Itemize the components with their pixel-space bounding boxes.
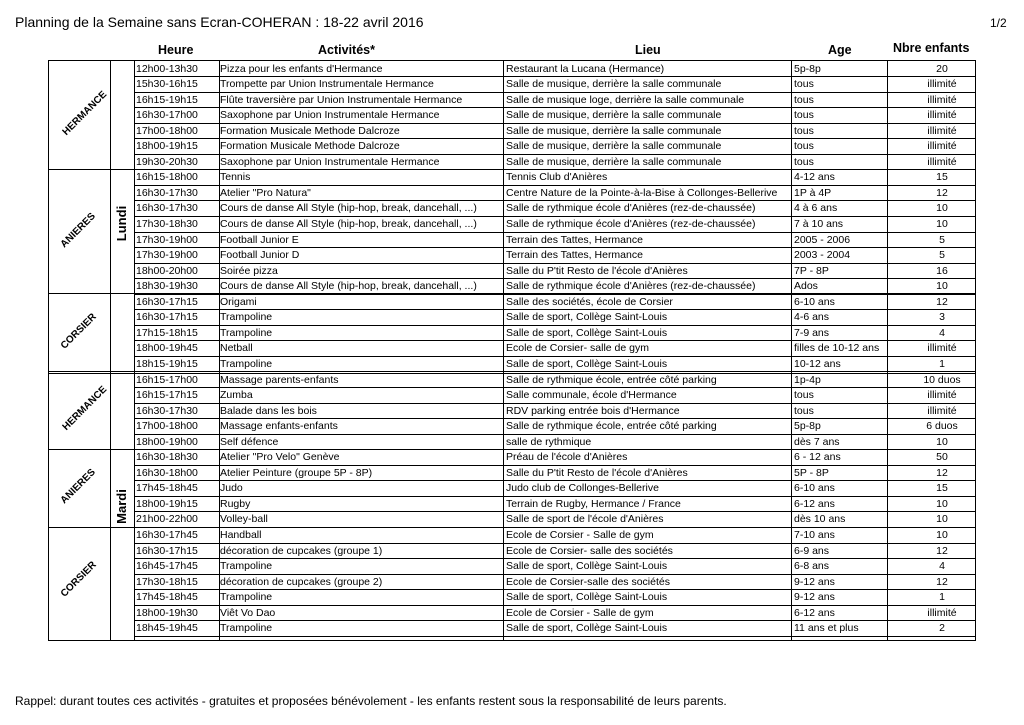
- activity-cell: Flûte traversière par Union Instrumentale Hermance: [220, 93, 463, 106]
- time-cell: 21h00-22h00: [136, 513, 198, 526]
- time-cell: 18h30-19h30: [136, 280, 198, 293]
- header-activites: Activités*: [318, 43, 375, 57]
- time-cell: 17h45-18h45: [136, 482, 198, 495]
- location-cell: Tennis Club d'Anières: [506, 171, 608, 184]
- activity-cell: Trampoline: [220, 326, 273, 339]
- count-cell: 12: [936, 575, 948, 588]
- table-row: [134, 124, 976, 140]
- location-cell: Salle de musique, derrière la salle communale: [506, 124, 722, 137]
- time-cell: 17h30-18h15: [136, 575, 198, 588]
- table-row: [134, 575, 976, 591]
- age-cell: 5p-8p: [794, 62, 821, 75]
- activity-cell: Massage enfants-enfants: [220, 420, 338, 433]
- location-cell: Salle de rythmique école d'Anières (rez-de-chaussée): [506, 202, 756, 215]
- time-cell: 17h30-18h30: [136, 218, 198, 230]
- time-cell: 16h15-17h00: [136, 373, 198, 386]
- table-row: [134, 559, 976, 575]
- activity-cell: Atelier "Pro Natura": [220, 186, 311, 199]
- table-row: [134, 139, 976, 155]
- age-cell: 4-6 ans: [794, 311, 830, 324]
- table-row: [134, 108, 976, 124]
- page-title: Planning de la Semaine sans Ecran-COHERAN : 18-22 avril 2016: [15, 14, 424, 30]
- activity-cell: Judo: [220, 482, 243, 495]
- location-cell: Salle communale, école d'Hermance: [506, 389, 677, 402]
- activity-cell: Trampoline: [220, 622, 273, 635]
- time-cell: 17h45-18h45: [136, 591, 198, 604]
- activity-cell: Trampoline: [220, 357, 273, 370]
- activity-cell: Balade dans les bois: [220, 404, 317, 417]
- activity-cell: Netball: [220, 342, 253, 355]
- count-cell: 15: [936, 482, 948, 495]
- activity-cell: Formation Musicale Methode Dalcroze: [220, 140, 400, 153]
- age-cell: tous: [794, 404, 814, 417]
- table-row: [134, 248, 976, 264]
- time-cell: 16h15-17h15: [136, 389, 198, 402]
- age-cell: 7 à 10 ans: [794, 218, 844, 230]
- activity-cell: Atelier "Pro Velo" Genève: [220, 451, 340, 464]
- time-cell: 17h15-18h15: [136, 326, 198, 339]
- time-cell: 16h30-17h45: [136, 529, 198, 541]
- activity-cell: Zumba: [220, 389, 253, 402]
- count-cell: 20: [936, 62, 948, 75]
- time-cell: 17h00-18h00: [136, 420, 198, 433]
- activity-cell: Cours de danse All Style (hip-hop, break, dancehall, ...): [220, 280, 477, 293]
- location-cell: Salle de rythmique école d'Anières (rez-de-chaussée): [506, 218, 756, 230]
- activity-cell: Self défence: [220, 435, 279, 448]
- table-row: [134, 295, 976, 311]
- time-cell: 16h30-17h15: [136, 295, 198, 308]
- count-cell: 16: [936, 264, 948, 277]
- location-cell: Salle du P'tit Resto de l'école d'Anières: [506, 466, 688, 479]
- time-cell: 12h00-13h30: [136, 62, 198, 75]
- activity-cell: Trampoline: [220, 311, 273, 324]
- age-cell: 6-10 ans: [794, 482, 835, 495]
- location-cell: Ecole de Corsier- salle des sociétés: [506, 544, 673, 557]
- header-heure: Heure: [158, 43, 194, 57]
- count-cell: 5: [939, 233, 945, 246]
- count-cell: 4: [939, 560, 945, 573]
- header-nbre-enfants: Nbre enfants: [893, 41, 970, 55]
- count-cell: 15: [936, 171, 948, 184]
- time-cell: 18h00-19h30: [136, 606, 198, 619]
- age-cell: 1P à 4P: [794, 186, 832, 199]
- activity-cell: Formation Musicale Methode Dalcroze: [220, 124, 400, 137]
- day-label-mardi: Mardi: [113, 489, 129, 524]
- time-cell: 19h30-20h30: [136, 155, 198, 168]
- age-cell: 6-8 ans: [794, 560, 830, 573]
- age-cell: 2005 - 2006: [794, 233, 851, 246]
- table-row: [134, 404, 976, 420]
- time-cell: 17h30-19h00: [136, 233, 198, 246]
- age-cell: tous: [794, 155, 814, 168]
- location-cell: Préau de l'école d'Anières: [506, 451, 628, 464]
- location-cell: Salle de sport, Collège Saint-Louis: [506, 560, 668, 573]
- count-cell: 3: [939, 311, 945, 324]
- location-cell: Ecole de Corsier - Salle de gym: [506, 606, 654, 619]
- table-row: [134, 419, 976, 435]
- age-cell: 9-12 ans: [794, 591, 835, 604]
- location-label: ANIERES: [58, 467, 98, 507]
- location-cell: Salle de sport, Collège Saint-Louis: [506, 622, 668, 635]
- count-cell: 2: [939, 622, 945, 635]
- time-cell: 16h30-17h00: [136, 109, 198, 122]
- location-cell: Terrain de Rugby, Hermance / France: [506, 497, 681, 510]
- time-cell: 16h30-17h30: [136, 202, 198, 215]
- time-cell: 18h00-20h00: [136, 264, 198, 277]
- location-cell: Salle de musique, derrière la salle communale: [506, 155, 722, 168]
- location-cell: Terrain des Tattes, Hermance: [506, 233, 643, 246]
- count-cell: illimité: [927, 389, 957, 402]
- count-cell: illimité: [927, 124, 957, 137]
- count-cell: 10: [936, 513, 948, 526]
- time-cell: 16h30-18h00: [136, 466, 198, 479]
- count-cell: illimité: [927, 342, 957, 355]
- table-row: [134, 341, 976, 357]
- count-cell: 10: [936, 529, 948, 541]
- location-cell: Salle de sport, Collège Saint-Louis: [506, 357, 668, 370]
- time-cell: 16h45-17h45: [136, 560, 198, 573]
- location-cell: Salle de musique, derrière la salle communale: [506, 78, 722, 91]
- activity-cell: Trompette par Union Instrumentale Hermance: [220, 78, 434, 91]
- location-cell: Salle de sport, Collège Saint-Louis: [506, 326, 668, 339]
- age-cell: 1p-4p: [794, 373, 821, 386]
- age-cell: filles de 10-12 ans: [794, 342, 880, 355]
- activity-cell: Saxophone par Union Instrumentale Hermance: [220, 109, 440, 122]
- age-cell: 7-10 ans: [794, 529, 835, 541]
- table-row: [134, 217, 976, 233]
- age-cell: 6-12 ans: [794, 497, 835, 510]
- age-cell: Ados: [794, 280, 818, 293]
- count-cell: 12: [936, 186, 948, 199]
- location-cell: Ecole de Corsier-salle des sociétés: [506, 575, 670, 588]
- activity-cell: Rugby: [220, 497, 251, 510]
- time-cell: 18h00-19h15: [136, 140, 198, 153]
- location-label: HERMANCE: [60, 89, 110, 138]
- count-cell: illimité: [927, 404, 957, 417]
- location-cell: Salle de rythmique école, entrée côté parking: [506, 373, 717, 386]
- activity-cell: Trampoline: [220, 560, 273, 573]
- table-row: [134, 170, 976, 186]
- count-cell: 10: [936, 218, 948, 230]
- location-cell: RDV parking entrée bois d'Hermance: [506, 404, 680, 417]
- location-label: CORSIER: [58, 559, 99, 600]
- activity-cell: Football Junior D: [220, 249, 300, 262]
- location-cell: Salle du P'tit Resto de l'école d'Anières: [506, 264, 688, 277]
- activity-cell: Origami: [220, 295, 257, 308]
- table-row: [134, 388, 976, 404]
- location-cell: Salle de musique loge, derrière la salle communale: [506, 93, 745, 106]
- location-label: CORSIER: [58, 311, 99, 352]
- table-row: [134, 590, 976, 606]
- count-cell: 1: [939, 591, 945, 604]
- age-cell: tous: [794, 140, 814, 153]
- count-cell: illimité: [927, 155, 957, 168]
- table-row: [134, 528, 976, 544]
- age-cell: dès 7 ans: [794, 435, 840, 448]
- activity-cell: Trampoline: [220, 591, 273, 604]
- age-cell: tous: [794, 78, 814, 91]
- activity-cell: décoration de cupcakes (groupe 2): [220, 575, 383, 588]
- age-cell: 7P - 8P: [794, 264, 829, 277]
- table-row: [134, 481, 976, 497]
- count-cell: 50: [936, 451, 948, 464]
- location-cell: Salle de musique, derrière la salle communale: [506, 109, 722, 122]
- activity-cell: Pizza pour les enfants d'Hermance: [220, 62, 383, 75]
- activity-cell: Football Junior E: [220, 233, 299, 246]
- table-row: [134, 544, 976, 560]
- age-cell: 6-10 ans: [794, 295, 835, 308]
- count-cell: 1: [939, 357, 945, 370]
- footer-note: Rappel: durant toutes ces activités - gratuites et proposées bénévolement - les enfants restent sous la responsabilité de leurs parents.: [15, 694, 727, 708]
- time-cell: 16h30-17h15: [136, 311, 198, 324]
- table-row: [134, 62, 976, 78]
- table-row: [134, 621, 976, 637]
- time-cell: 18h00-19h00: [136, 435, 198, 448]
- location-cell: Judo club de Collonges-Bellerive: [506, 482, 659, 495]
- location-label: ANIERES: [58, 210, 98, 250]
- location-cell: Salle de musique, derrière la salle communale: [506, 140, 722, 153]
- time-cell: 16h30-17h15: [136, 544, 198, 557]
- location-cell: Salle des sociétés, école de Corsier: [506, 295, 673, 308]
- table-row: [134, 93, 976, 109]
- count-cell: 4: [939, 326, 945, 339]
- count-cell: illimité: [927, 140, 957, 153]
- location-cell: Terrain des Tattes, Hermance: [506, 249, 643, 262]
- count-cell: 6 duos: [926, 420, 958, 433]
- age-cell: 5P - 8P: [794, 466, 829, 479]
- activity-cell: Tennis: [220, 171, 251, 184]
- table-row: [134, 450, 976, 466]
- table-row: [134, 497, 976, 513]
- age-cell: 4 à 6 ans: [794, 202, 838, 215]
- time-cell: 18h00-19h45: [136, 342, 198, 355]
- table-row: [134, 264, 976, 280]
- age-cell: 5p-8p: [794, 420, 821, 433]
- age-cell: 9-12 ans: [794, 575, 835, 588]
- time-cell: 16h15-18h00: [136, 171, 198, 184]
- count-cell: 5: [939, 249, 945, 262]
- table-row: [134, 373, 976, 389]
- location-cell: Restaurant la Lucana (Hermance): [506, 62, 665, 75]
- header-age: Age: [828, 43, 852, 57]
- activity-cell: Cours de danse All Style (hip-hop, break, dancehall, ...): [220, 218, 477, 230]
- location-cell: Salle de rythmique école, entrée côté parking: [506, 420, 717, 433]
- age-cell: 11 ans et plus: [794, 622, 859, 635]
- age-cell: 7-9 ans: [794, 326, 830, 339]
- time-cell: 16h30-17h30: [136, 404, 198, 417]
- table-row: [134, 201, 976, 217]
- table-row: [134, 310, 976, 326]
- count-cell: illimité: [927, 78, 957, 91]
- time-cell: 18h45-19h45: [136, 622, 198, 635]
- activity-cell: Handball: [220, 529, 262, 541]
- age-cell: dès 10 ans: [794, 513, 846, 526]
- age-cell: 6 - 12 ans: [794, 451, 841, 464]
- activity-cell: Viêt Vo Dao: [220, 606, 276, 619]
- location-cell: Centre Nature de la Pointe-à-la-Bise à Collonges-Bellerive: [506, 186, 778, 199]
- vline-day: [110, 60, 111, 641]
- time-cell: 17h00-18h00: [136, 124, 198, 137]
- time-cell: 16h30-17h30: [136, 186, 198, 199]
- count-cell: illimité: [927, 93, 957, 106]
- location-label: HERMANCE: [60, 384, 110, 434]
- table-row: [134, 326, 976, 342]
- location-cell: Salle de sport de l'école d'Anières: [506, 513, 664, 526]
- age-cell: 6-12 ans: [794, 606, 835, 619]
- activity-cell: décoration de cupcakes (groupe 1): [220, 544, 383, 557]
- age-cell: 6-9 ans: [794, 544, 830, 557]
- activity-cell: Cours de danse All Style (hip-hop, break, dancehall, ...): [220, 202, 477, 215]
- table-row: [134, 233, 976, 249]
- age-cell: tous: [794, 124, 814, 137]
- count-cell: 10: [936, 280, 948, 293]
- location-cell: Salle de sport, Collège Saint-Louis: [506, 311, 668, 324]
- age-cell: 10-12 ans: [794, 357, 841, 370]
- page-number: 1/2: [990, 16, 1007, 30]
- count-cell: illimité: [927, 109, 957, 122]
- time-cell: 18h15-19h15: [136, 357, 198, 370]
- count-cell: 10: [936, 497, 948, 510]
- time-cell: 16h30-18h30: [136, 451, 198, 464]
- time-cell: 16h15-19h15: [136, 93, 198, 106]
- age-cell: 4-12 ans: [794, 171, 835, 184]
- activity-cell: Volley-ball: [220, 513, 268, 526]
- table-row: [134, 77, 976, 93]
- count-cell: 12: [936, 544, 948, 557]
- activity-cell: Soirée pizza: [220, 264, 278, 277]
- count-cell: 10 duos: [923, 373, 961, 386]
- time-cell: 15h30-16h15: [136, 78, 198, 91]
- age-cell: tous: [794, 389, 814, 402]
- location-cell: Salle de sport, Collège Saint-Louis: [506, 591, 668, 604]
- age-cell: tous: [794, 109, 814, 122]
- time-cell: 17h30-19h00: [136, 249, 198, 262]
- location-cell: Salle de rythmique école d'Anières (rez-de-chaussée): [506, 280, 756, 293]
- location-cell: Ecole de Corsier - Salle de gym: [506, 529, 654, 541]
- count-cell: 12: [936, 295, 948, 308]
- count-cell: 10: [936, 435, 948, 448]
- activity-cell: Atelier Peinture (groupe 5P - 8P): [220, 466, 373, 479]
- table-row: [134, 186, 976, 202]
- time-cell: 18h00-19h15: [136, 497, 198, 510]
- day-label-lundi: Lundi: [114, 205, 130, 242]
- count-cell: illimité: [927, 606, 957, 619]
- age-cell: 2003 - 2004: [794, 249, 851, 262]
- count-cell: 12: [936, 466, 948, 479]
- activity-cell: Massage parents-enfants: [220, 373, 339, 386]
- location-cell: Ecole de Corsier- salle de gym: [506, 342, 649, 355]
- header-lieu: Lieu: [635, 43, 661, 57]
- count-cell: 10: [936, 202, 948, 215]
- location-cell: salle de rythmique: [506, 435, 592, 448]
- table-row: [134, 466, 976, 482]
- age-cell: tous: [794, 93, 814, 106]
- activity-cell: Saxophone par Union Instrumentale Hermance: [220, 155, 440, 168]
- table-row: [134, 606, 976, 622]
